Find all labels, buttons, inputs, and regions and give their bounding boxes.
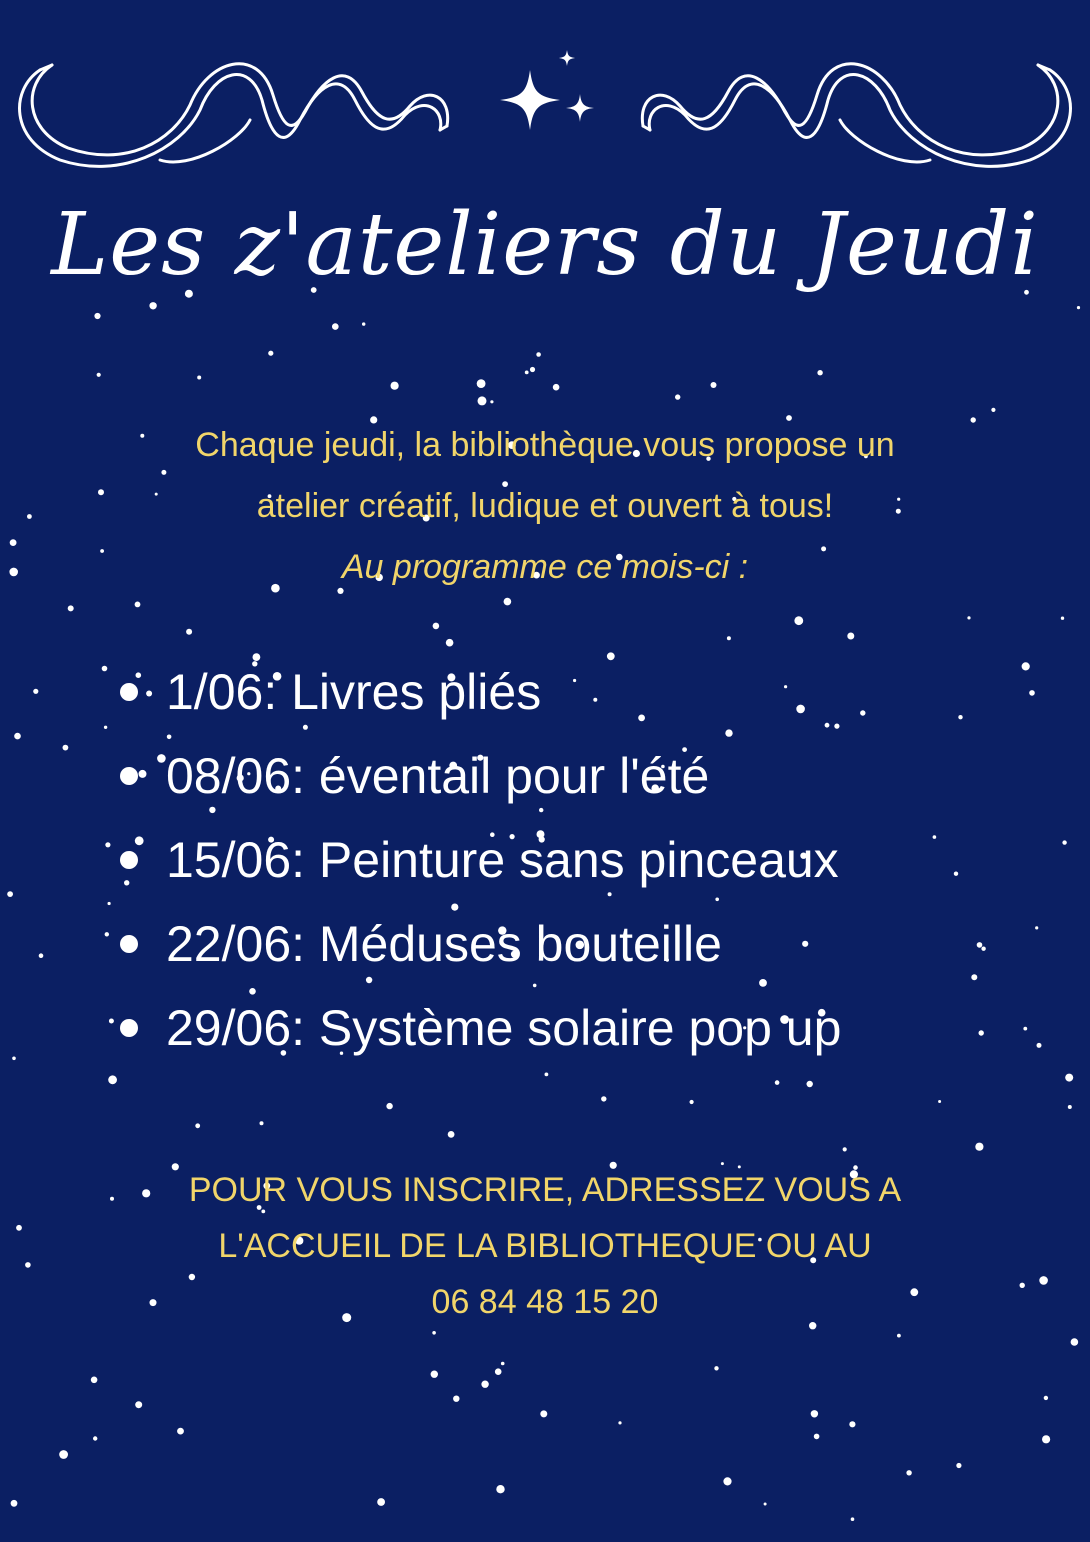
star-dot xyxy=(446,639,454,647)
star-dot xyxy=(197,376,201,380)
star-dot xyxy=(501,1362,505,1366)
star-dot xyxy=(618,1421,621,1424)
star-dot xyxy=(135,602,141,608)
workshop-label: : Méduses bouteille xyxy=(291,916,722,972)
list-item xyxy=(120,986,1020,1070)
star-dot xyxy=(195,1123,200,1128)
star-dot xyxy=(108,1075,117,1084)
bullet-icon xyxy=(120,1019,138,1037)
star-dot xyxy=(1077,306,1080,309)
program-heading: Au programme ce mois-ci : xyxy=(341,548,749,586)
star-dot xyxy=(433,623,440,630)
workshop-date: 29/06 xyxy=(166,1000,292,1056)
star-dot xyxy=(817,370,822,375)
star-dot xyxy=(794,616,803,625)
star-dot xyxy=(814,1434,820,1440)
list-item xyxy=(120,650,1020,734)
workshop-label: : Peinture sans pinceaux xyxy=(291,832,839,888)
star-dot xyxy=(362,322,365,325)
contact-line: POUR VOUS INSCRIRE, ADRESSEZ VOUS A xyxy=(188,1171,902,1209)
star-dot xyxy=(268,351,273,356)
intro-line: Chaque jeudi, la bibliothèque vous propose un xyxy=(195,426,895,464)
star-dot xyxy=(104,726,107,729)
star-dot xyxy=(711,382,717,388)
star-dot xyxy=(775,1080,780,1085)
star-dot xyxy=(811,1410,818,1417)
bullet-icon xyxy=(120,851,138,869)
star-dot xyxy=(448,1131,455,1138)
star-dot xyxy=(135,1401,142,1408)
workshop-date: 1/06 xyxy=(166,664,264,720)
star-dot xyxy=(59,1450,68,1459)
star-dot xyxy=(991,408,995,412)
star-dot xyxy=(536,352,541,357)
star-dot xyxy=(16,1225,22,1231)
star-dot xyxy=(849,1421,855,1427)
list-item xyxy=(120,734,1020,818)
sparkle-star-icon xyxy=(500,50,594,130)
list-item xyxy=(120,902,1020,986)
star-dot xyxy=(504,598,512,606)
star-dot xyxy=(1037,1043,1042,1048)
star-dot xyxy=(109,1019,114,1024)
star-dot xyxy=(723,1477,731,1485)
star-dot xyxy=(391,382,399,390)
contact-line: L'ACCUEIL DE LA BIBLIOTHEQUE OU AU xyxy=(218,1227,872,1265)
star-dot xyxy=(807,1081,813,1087)
star-dot xyxy=(477,379,486,388)
star-dot xyxy=(1062,840,1066,844)
star-dot xyxy=(14,733,21,740)
star-dot xyxy=(851,1517,855,1521)
star-dot xyxy=(540,1410,547,1417)
star-dot xyxy=(93,1436,97,1440)
star-dot xyxy=(481,1381,488,1388)
intro-text xyxy=(60,415,1030,598)
star-dot xyxy=(105,842,110,847)
star-dot xyxy=(496,1485,504,1493)
star-dot xyxy=(1029,690,1035,696)
star-dot xyxy=(1061,617,1064,620)
phone-number: 06 84 48 15 20 xyxy=(431,1283,659,1321)
star-dot xyxy=(975,1143,983,1151)
star-dot xyxy=(967,616,970,619)
star-dot xyxy=(545,1073,549,1077)
page-title: Les z'ateliers du Jeudi xyxy=(51,195,1039,295)
star-dot xyxy=(453,1396,459,1402)
star-dot xyxy=(764,1503,767,1506)
star-dot xyxy=(530,367,535,372)
star-dot xyxy=(714,1366,718,1370)
star-dot xyxy=(1068,1105,1072,1109)
star-dot xyxy=(25,1262,31,1268)
star-dot xyxy=(938,1100,941,1103)
workshop-date: 15/06 xyxy=(166,832,292,888)
star-dot xyxy=(478,396,487,405)
star-dot xyxy=(10,539,17,546)
list-item xyxy=(120,818,1020,902)
workshop-date: 08/06 xyxy=(166,748,292,804)
bullet-icon xyxy=(120,767,138,785)
star-dot xyxy=(1023,1027,1027,1031)
star-dot xyxy=(332,323,339,330)
star-dot xyxy=(495,1368,502,1375)
star-dot xyxy=(847,633,854,640)
star-dot xyxy=(33,689,38,694)
star-dot xyxy=(431,1371,438,1378)
workshop-date: 22/06 xyxy=(166,916,292,972)
ribbon-swirl-ornament xyxy=(0,30,1090,190)
star-dot xyxy=(843,1147,847,1151)
star-dot xyxy=(377,1498,385,1506)
star-dot xyxy=(177,1428,184,1435)
star-dot xyxy=(1042,1435,1050,1443)
star-dot xyxy=(490,400,493,403)
star-dot xyxy=(91,1377,98,1384)
star-dot xyxy=(102,666,108,672)
workshop-label: : éventail pour l'été xyxy=(291,748,710,804)
workshop-list xyxy=(120,650,1020,1070)
star-dot xyxy=(12,1057,16,1061)
star-dot xyxy=(1065,1074,1073,1082)
star-dot xyxy=(7,891,13,897)
star-dot xyxy=(525,371,529,375)
workshop-label: : Livres pliés xyxy=(263,664,542,720)
intro-line: atelier créatif, ludique et ouvert à tous! xyxy=(256,487,834,525)
star-dot xyxy=(553,384,560,391)
star-dot xyxy=(63,745,69,751)
star-dot xyxy=(94,313,100,319)
star-dot xyxy=(1039,1276,1048,1285)
star-dot xyxy=(690,1100,694,1104)
star-dot xyxy=(9,568,18,577)
star-dot xyxy=(386,1103,392,1109)
star-dot xyxy=(897,1334,901,1338)
bullet-icon xyxy=(120,935,138,953)
star-dot xyxy=(1044,1396,1048,1400)
star-dot xyxy=(906,1470,911,1475)
star-dot xyxy=(1022,662,1030,670)
star-dot xyxy=(11,1500,18,1507)
star-dot xyxy=(149,302,156,309)
star-dot xyxy=(39,953,44,958)
star-dot xyxy=(108,902,111,905)
star-dot xyxy=(27,514,32,519)
star-dot xyxy=(601,1096,606,1101)
star-dot xyxy=(432,1331,436,1335)
star-dot xyxy=(260,1121,264,1125)
workshop-label: : Système solaire pop up xyxy=(291,1000,842,1056)
star-dot xyxy=(1020,1283,1025,1288)
star-dot xyxy=(956,1463,961,1468)
star-dot xyxy=(727,636,731,640)
registration-info xyxy=(80,1162,1010,1330)
star-dot xyxy=(68,605,74,611)
star-dot xyxy=(186,629,192,635)
star-dot xyxy=(1035,926,1038,929)
star-dot xyxy=(97,373,101,377)
star-dot xyxy=(675,394,680,399)
star-dot xyxy=(1071,1338,1079,1346)
star-dot xyxy=(105,932,109,936)
bullet-icon xyxy=(120,683,138,701)
